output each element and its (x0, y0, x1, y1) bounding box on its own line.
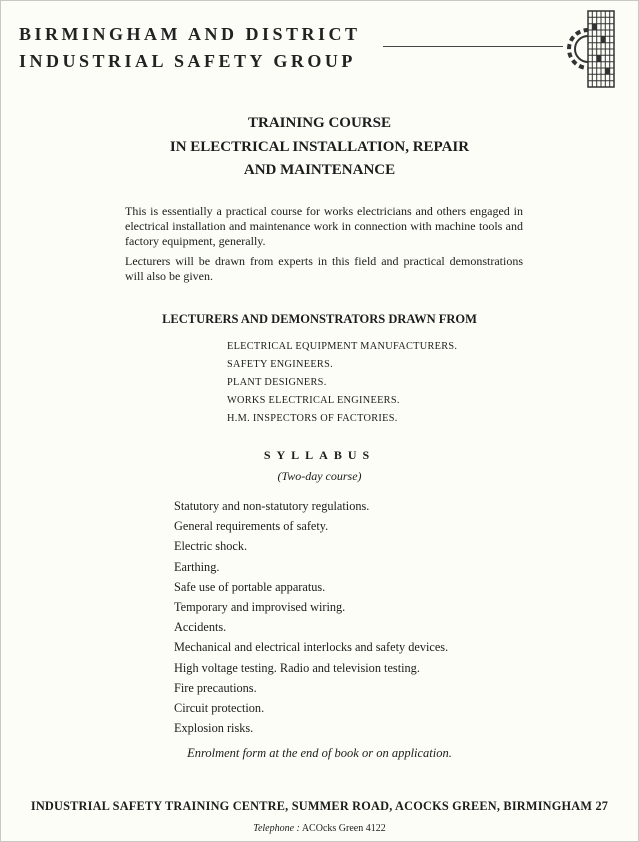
course-title-line-3: AND MAINTENANCE (243, 162, 396, 178)
list-item: H.M. INSPECTORS OF FACTORIES. (227, 413, 398, 424)
list-item: PLANT DESIGNERS. (227, 377, 327, 388)
telephone-number: ACOcks Green 4122 (301, 823, 386, 834)
organisation-name-line-1: BIRMINGHAM AND DISTRICT (19, 24, 361, 44)
list-item: WORKS ELECTRICAL ENGINEERS. (227, 395, 400, 406)
list-item: Accidents. (174, 620, 227, 635)
course-introduction (125, 204, 523, 289)
list-item: Earthing. (174, 559, 220, 574)
organisation-name (19, 21, 361, 75)
list-item: Circuit protection. (174, 701, 265, 716)
lecturers-list (227, 338, 457, 428)
list-item: Temporary and improvised wiring. (174, 600, 346, 615)
list-item: SAFETY ENGINEERS. (227, 359, 333, 370)
course-title (1, 112, 638, 183)
header-rule (383, 46, 563, 47)
list-item: Explosion risks. (174, 721, 254, 736)
course-title-line-1: TRAINING COURSE (248, 115, 391, 131)
list-item: ELECTRICAL EQUIPMENT MANUFACTURERS. (227, 341, 458, 352)
list-item: Electric shock. (174, 539, 248, 554)
training-centre-address: INDUSTRIAL SAFETY TRAINING CENTRE, SUMMER ROAD, ACOCKS GREEN, BIRMINGHAM 27 (30, 799, 609, 813)
enrolment-note: Enrolment form at the end of book or on application. (187, 746, 452, 760)
list-item: General requirements of safety. (174, 519, 329, 534)
gear-grid-emblem-icon (563, 9, 621, 89)
list-item: Fire precautions. (174, 680, 257, 695)
syllabus-subheading (1, 469, 638, 484)
telephone-label: Telephone : (253, 823, 300, 834)
list-item: Safe use of portable apparatus. (174, 579, 326, 594)
lecturers-heading: LECTURERS AND DEMONSTRATORS DRAWN FROM (162, 312, 477, 326)
telephone-line (1, 823, 638, 834)
introduction-paragraph: This is essentially a practical course for works electricians and others engaged in electrical installation and maintenance work in connection with machine tools and factory equipment, generally. (125, 204, 523, 248)
list-item: Statutory and non-statutory regulations. (174, 499, 370, 513)
list-item: Mechanical and electrical interlocks and safety devices. (174, 640, 449, 655)
course-title-line-2: IN ELECTRICAL INSTALLATION, REPAIR (169, 138, 470, 155)
syllabus-heading: SYLLABUS (263, 448, 376, 462)
syllabus-list (174, 496, 448, 738)
syllabus-duration: (Two-day course) (277, 469, 362, 483)
list-item: High voltage testing. Radio and television testing. (174, 660, 420, 675)
organisation-name-line-2: INDUSTRIAL SAFETY GROUP (19, 51, 356, 71)
introduction-paragraph: Lecturers will be drawn from experts in this field and practical demonstrations will also be given. (125, 254, 523, 283)
